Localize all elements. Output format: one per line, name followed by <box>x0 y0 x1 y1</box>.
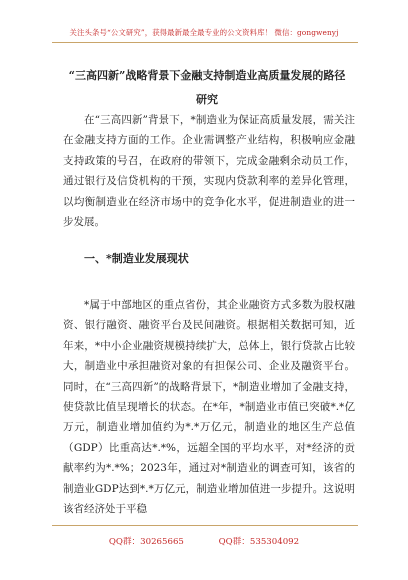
document-title: “三高四新”战略背景下金融支持制造业高质量发展的路径研究 <box>68 69 346 106</box>
footer-qq-group-2: QQ群：535304092 <box>218 537 300 547</box>
intro-paragraph: 在“三高四新”背景下，*制造业为保证高质量发展，需关注在金融支持方面的工作。企业需调整产业结构，积极响应金融支持政策的号召，在政府的带领下，完成金融剩余动员工作，通过银行及信贷机构的干预，实现内贷款利率的差异化管理，以均衡制造业在经济市场中的竞争化水平，促进制造业的进一步发展。 <box>63 114 355 229</box>
header-note: 关注头条号“公文研究”，获得最新最全最专业的公文资料库！ 微信：gongwenyj <box>69 28 339 37</box>
header-divider <box>52 42 358 43</box>
section-heading: 一、*制造业发展现状 <box>84 252 189 265</box>
footer-divider <box>52 525 358 526</box>
section-body-paragraph: *属于中部地区的重点省份，其企业融资方式多数为股权融资、银行融资、融资平台及民间融资。根据相关数据可知，近年来，*中小企业融资规模持续扩大，总体上，银行贷款占比较大，制造业中承担融资对象的有担保公司、企业及融资平台。同时，在“三高四新”的战略背景下，*制造业增加了金融支持，使贷款比值呈现增长的状态。在*年，*制造业市值已突破*.*亿万元，制造业增加值约为*.*万亿元，制造业的地区生产总值（GDP）比重高达*.*%，远超全国的平均水平，对*经济的贡献率约为*.*%；2023年，通过对*制造业的调查可知，该省的制造业GDP达到*.*万亿元，制造业增加值进一步提升。这说明该省经济处于平稳 <box>63 299 355 516</box>
footer <box>0 535 408 547</box>
footer-qq-group-1: QQ群：30265665 <box>108 537 184 547</box>
